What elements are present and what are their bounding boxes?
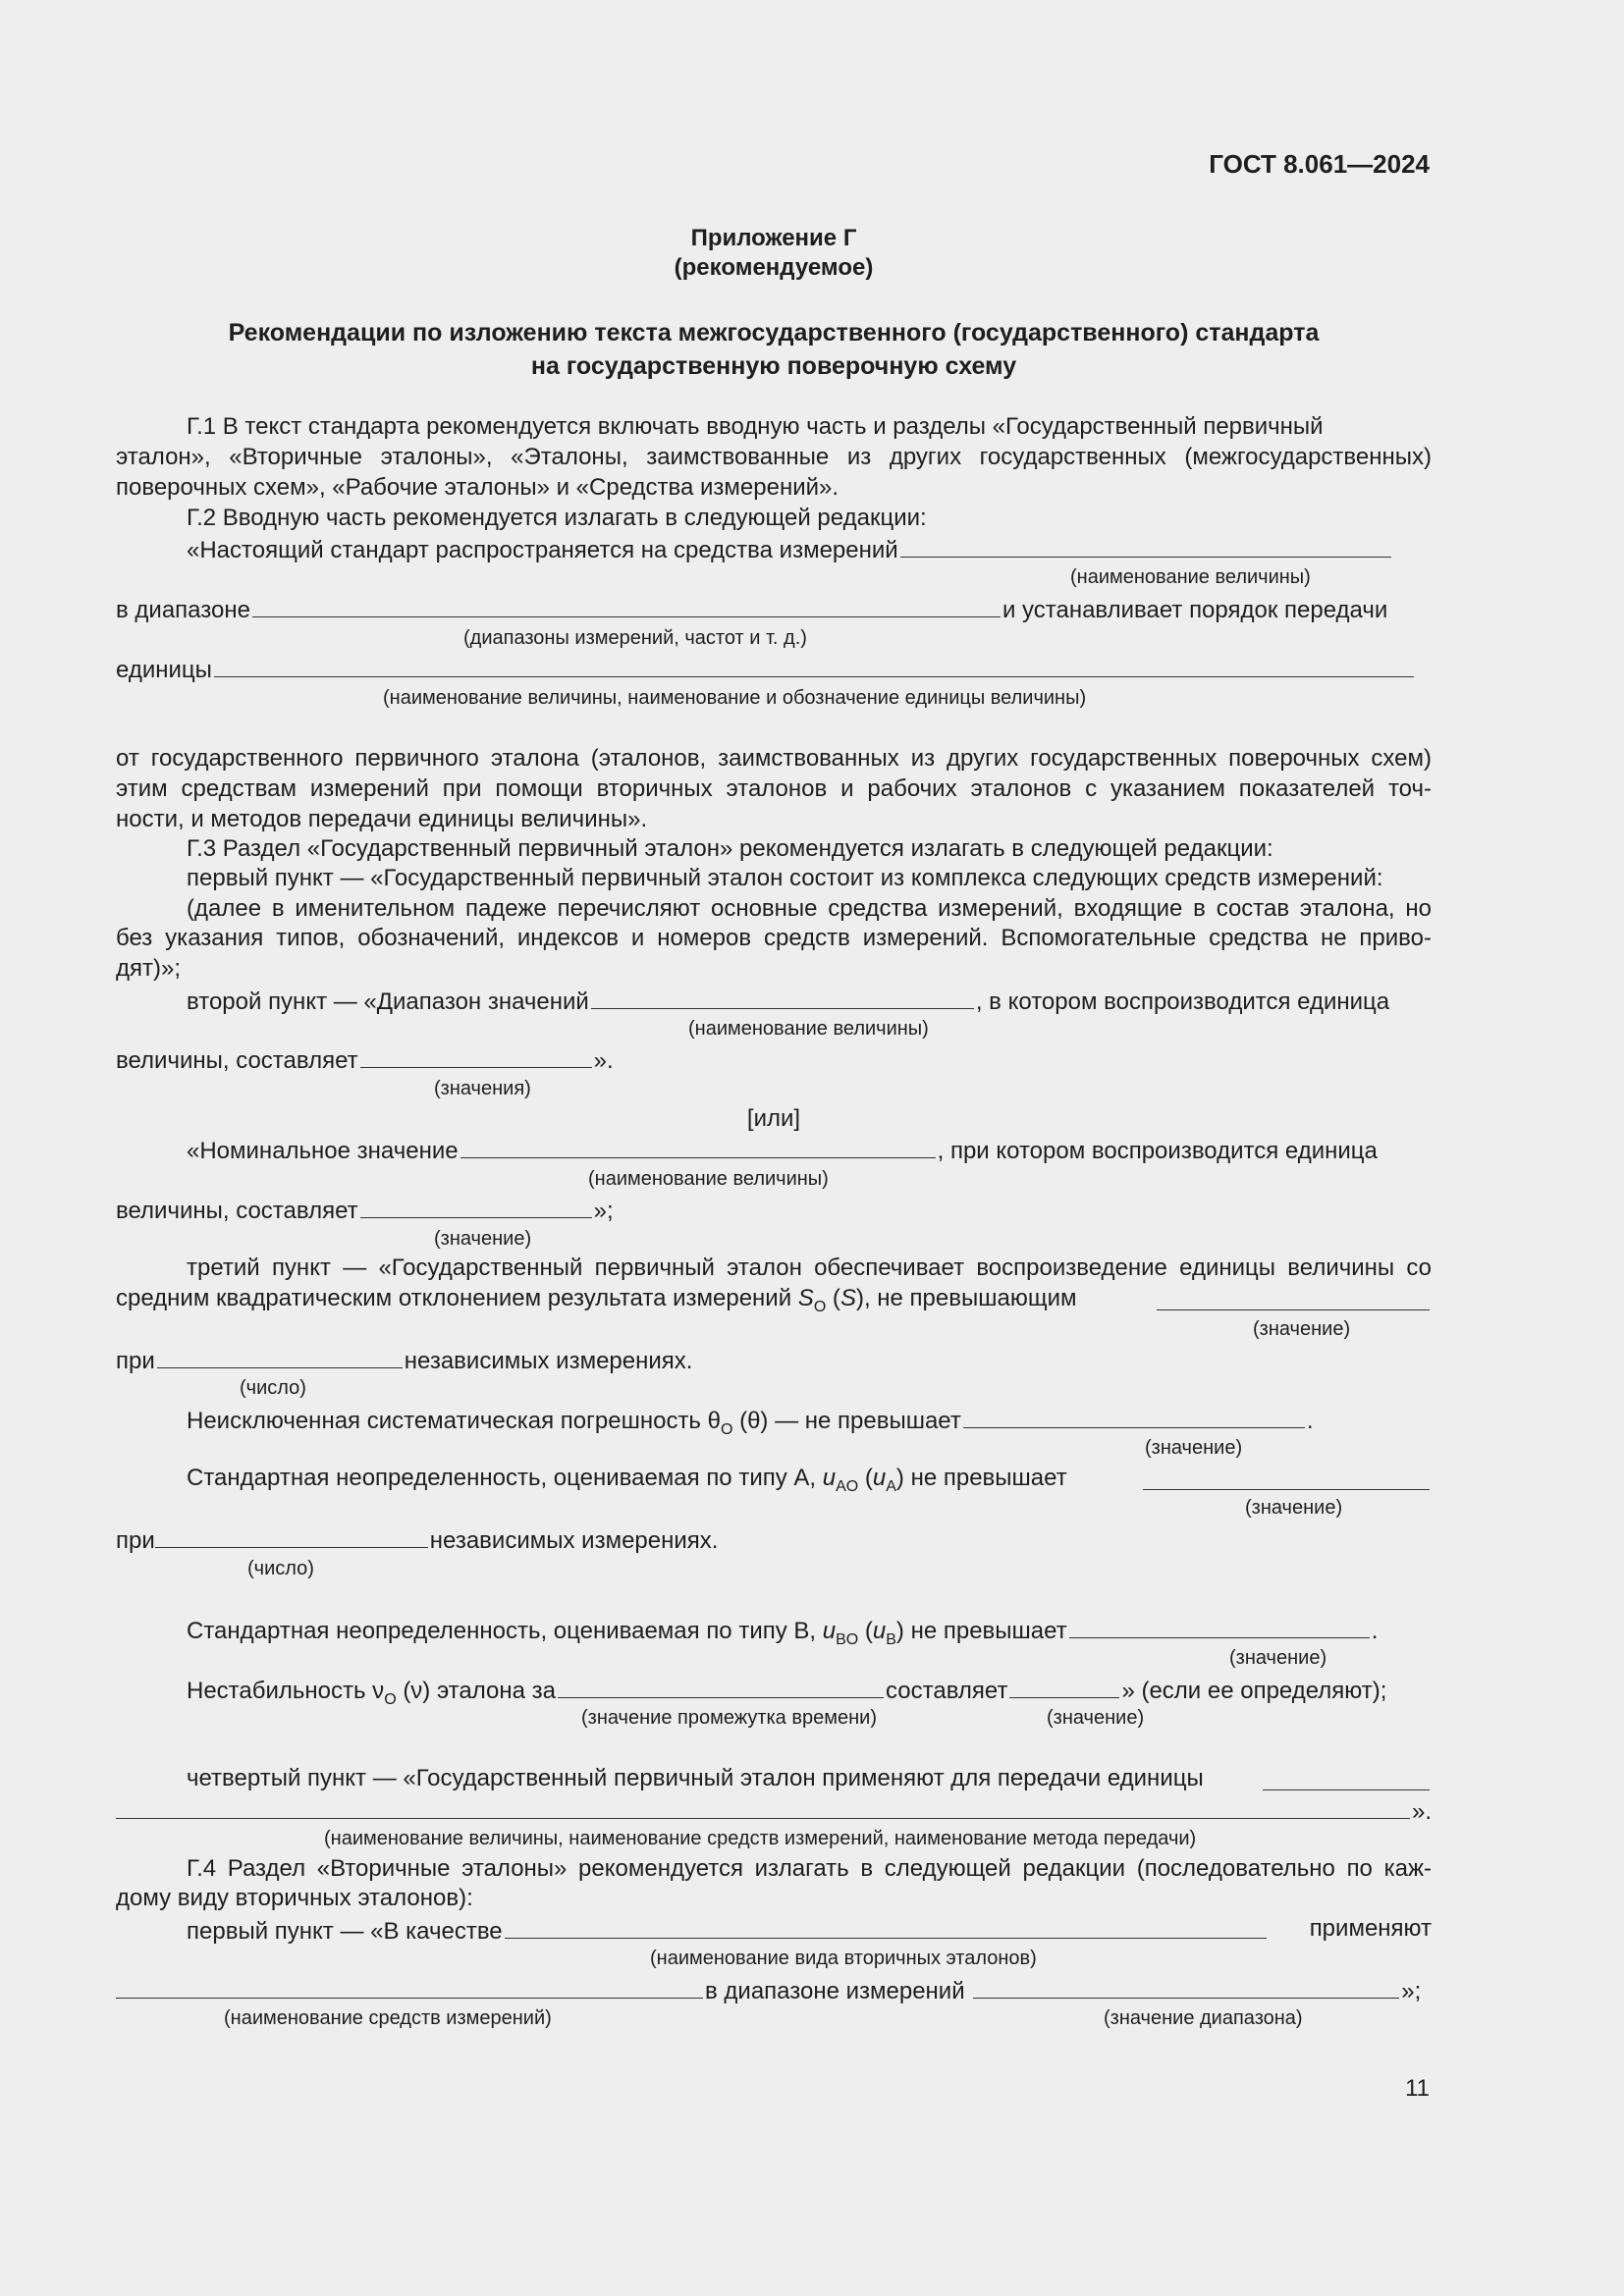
caption-number: (число) <box>240 1377 306 1399</box>
g3-value-line: величины, составляет ». <box>116 1043 1432 1073</box>
caption-quantity-name: (наименование величины) <box>688 1018 929 1040</box>
caption-value: (значение) <box>434 1228 532 1250</box>
g3-p3-line-2: средним квадратическим отклонением результата измерений $S_O$ (S), не превышающим <box>116 1284 1432 1313</box>
caption-instruments: (наименование средств измерений) <box>224 2007 552 2029</box>
g2-line-3: единицы <box>116 653 1432 682</box>
caption-value: (значение) <box>1047 1707 1145 1729</box>
blank-field <box>591 985 974 1009</box>
blank-field <box>214 653 1414 677</box>
g1-line-2: эталон», «Вторичные эталоны», «Эталоны, заимствованные из других государственных (межгосударственных) <box>116 444 1432 470</box>
g1-line-1: Г.1 В текст стандарта рекомендуется включать вводную часть и разделы «Государственный первичный <box>187 413 1324 440</box>
g3-value-line-2: величины, составляет »; <box>116 1194 1432 1223</box>
caption-quantity-name: (наименование величины) <box>588 1168 829 1190</box>
g3-ua-line: Стандартная неопределенность, оцениваемая по типу А, $u_{AO}$ $(u_A)$ не превышает <box>116 1464 1432 1493</box>
caption-p4: (наименование величины, наименование средств измерений, наименование метода передачи) <box>324 1828 1197 1849</box>
g3-ua-line-2: при независимых измерениях. <box>116 1523 1432 1553</box>
g4-line-2: дому виду вторичных эталонов): <box>116 1885 473 1911</box>
caption-value: (значение) <box>1245 1497 1343 1519</box>
caption-value: (значение) <box>1145 1437 1243 1459</box>
g2-line-1: «Настоящий стандарт распространяется на средства измерений <box>116 533 1432 562</box>
g3-p4-line-2: ». <box>116 1794 1432 1824</box>
g3-p2-line: второй пункт — «Диапазон значений , в котором воспроизводится единица <box>116 985 1432 1014</box>
main-title-line-1: Рекомендации по изложению текста межгосударственного (государственного) стандарта <box>228 319 1320 347</box>
blank-field <box>1143 1466 1430 1490</box>
blank-field <box>155 1523 428 1548</box>
blank-field <box>900 533 1391 558</box>
blank-field <box>116 1794 1410 1819</box>
g3-systematic-line: Неисключенная систематическая погрешность $\theta_O$ (θ) — не превышает . <box>116 1404 1432 1433</box>
g3-p4-line-1: четвертый пункт — «Государственный первичный эталон применяют для передачи единицы <box>116 1764 1432 1793</box>
caption-unit: (наименование величины, наименование и обозначение единицы величины) <box>383 687 1087 709</box>
blank-field <box>1157 1286 1430 1310</box>
appendix-type: (рекомендуемое) <box>674 254 874 281</box>
g2-para-line-3: ности, и методов передачи единицы величины». <box>116 806 648 832</box>
blank-field <box>1009 1674 1119 1698</box>
page-number: 11 <box>1405 2075 1430 2102</box>
blank-field <box>558 1674 884 1698</box>
blank-field <box>360 1043 592 1068</box>
blank-field <box>460 1134 936 1158</box>
g3-p1-line-3: без указания типов, обозначений, индексов и номеров средств измерений. Вспомогательные средства не приво- <box>116 925 1432 951</box>
g3-p3-line-1: третий пункт — «Государственный первичный эталон обеспечивает воспроизведение единицы величины со <box>187 1255 1432 1281</box>
g3-intro: Г.3 Раздел «Государственный первичный эталон» рекомендуется излагать в следующей редакции: <box>187 835 1273 862</box>
g2-line-2: в диапазоне и устанавливает порядок передачи <box>116 593 1432 622</box>
caption-secondary-type: (наименование вида вторичных эталонов) <box>650 1948 1037 1969</box>
caption-quantity-name: (наименование величины) <box>1070 566 1311 588</box>
caption-ranges: (диапазоны измерений, частот и т. д.) <box>463 627 807 649</box>
caption-number: (число) <box>247 1558 314 1579</box>
g1-line-3: поверочных схем», «Рабочие эталоны» и «Средства измерений». <box>116 474 839 501</box>
blank-field <box>1069 1614 1370 1638</box>
main-title-line-2: на государственную поверочную схему <box>530 352 1017 380</box>
appendix-title: Приложение Г <box>690 225 857 251</box>
g4-range-line: в диапазоне измерений »; <box>116 1974 1432 2003</box>
document-id: ГОСТ 8.061—2024 <box>1209 149 1430 179</box>
g3-nominal-line: «Номинальное значение , при котором воспроизводится единица <box>116 1134 1432 1163</box>
blank-field <box>505 1914 1267 1939</box>
g3-p1-line-2: (далее в именительном падеже перечисляют основные средства измерений, входящие в состав эталона, но <box>187 895 1432 922</box>
g4-p1-line: первый пункт — «В качестве применяют <box>187 1915 1432 1945</box>
appendix-heading <box>116 224 1432 283</box>
blank-field <box>1263 1766 1430 1790</box>
g3-p1-line-4: дят)»; <box>116 955 181 982</box>
g2-para-line-1: от государственного первичного эталона (эталонов, заимствованных из других государственных поверочных схем) <box>116 745 1432 772</box>
or-marker: [или] <box>746 1105 801 1132</box>
caption-value: (значение) <box>1229 1647 1327 1669</box>
caption-values: (значения) <box>434 1078 531 1099</box>
blank-field <box>360 1194 592 1218</box>
caption-value: (значение) <box>1253 1318 1351 1340</box>
caption-period: (значение промежутка времени) <box>581 1707 877 1729</box>
g3-p1-line-1: первый пункт — «Государственный первичный эталон состоит из комплекса следующих средств измерений: <box>187 865 1383 891</box>
main-title <box>116 316 1432 383</box>
g3-instability-line: Нестабильность $\nu_O$ (ν) эталона за составляет » (если ее определяют); <box>116 1674 1432 1703</box>
blank-field <box>963 1404 1305 1428</box>
blank-field <box>973 1974 1399 1999</box>
blank-field <box>116 1974 703 1999</box>
g2-para-line-2: этим средствам измерений при помощи вторичных эталонов и рабочих эталонов с указанием показателей точ- <box>116 775 1432 802</box>
blank-field <box>252 593 1001 617</box>
caption-range: (значение диапазона) <box>1104 2007 1303 2029</box>
g3-p3-line-3: при независимых измерениях. <box>116 1344 1432 1373</box>
g2-intro: Г.2 Вводную часть рекомендуется излагать в следующей редакции: <box>187 505 927 531</box>
g4-line-1: Г.4 Раздел «Вторичные эталоны» рекомендуется излагать в следующей редакции (последовательно по каж- <box>187 1855 1432 1882</box>
g3-ub-line: Стандартная неопределенность, оцениваемая по типу В, $u_{BO}$ $(u_B)$ не превышает . <box>116 1614 1432 1643</box>
blank-field <box>157 1344 403 1368</box>
